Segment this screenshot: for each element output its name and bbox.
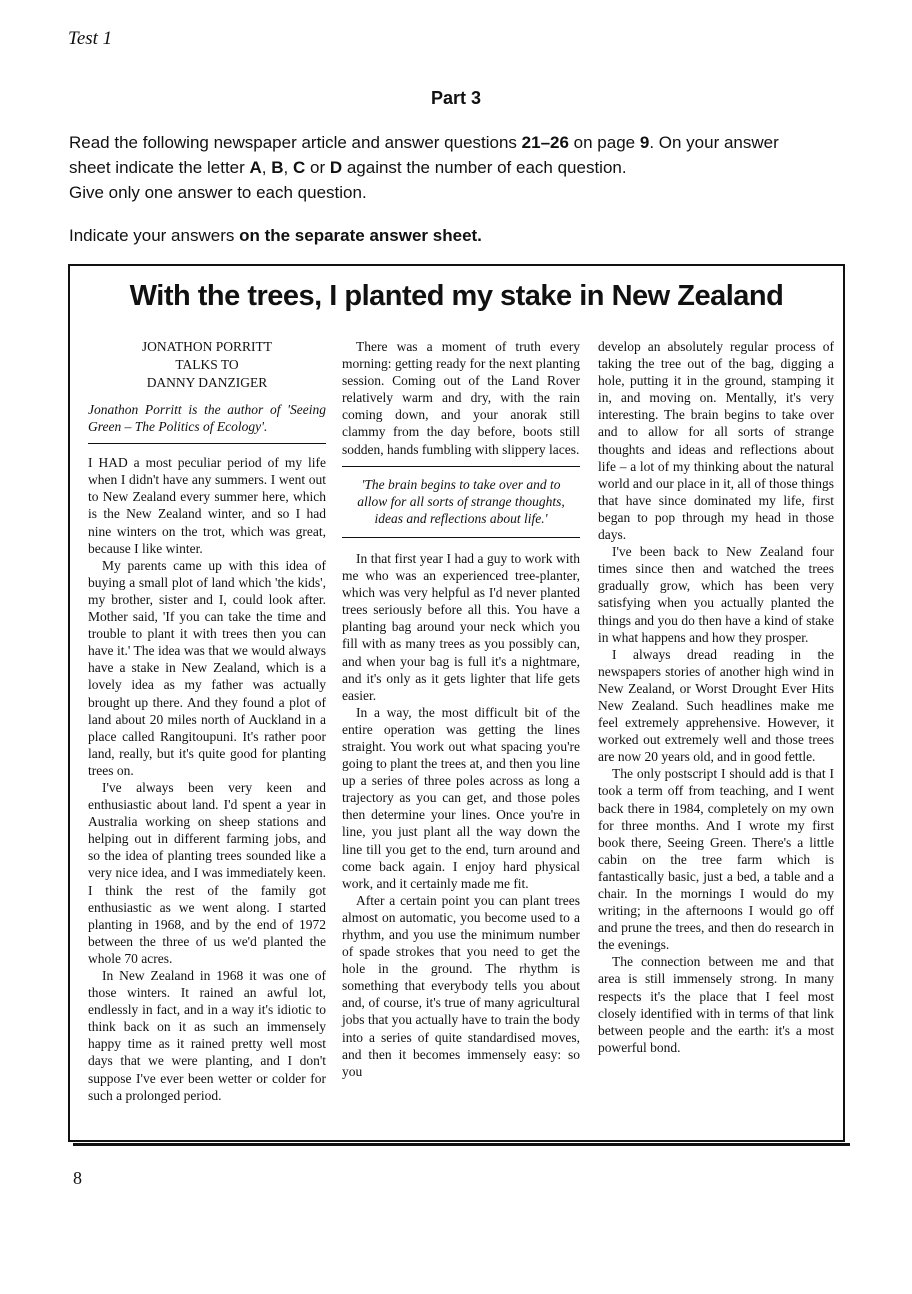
paragraph: I've been back to New Zealand four times since then and watched the trees gradually grow, which has been very satisfying when you actually planted the things and you do then have a kind of stake in what happens and how they prosper.: [598, 544, 834, 645]
paragraph: I HAD a most peculiar period of my life when I didn't have any summers. I went out to New Zealand every summer here, which is the New Zealand winter, and so I had nine winters on the trot, which was great, because I like winter.: [88, 455, 326, 556]
option-letter-d: D: [329, 158, 343, 177]
article-bottom-rule: [73, 1143, 850, 1146]
paragraph: There was a moment of truth every morning: getting ready for the next planting session. Coming out of the Land Rover relatively warm and dry, with the rain coming down, and your anorak still clammy from the day before, boots still sodden, hands fumbling with slippery laces.: [342, 339, 580, 457]
option-letter-b: B: [271, 158, 284, 177]
byline: [88, 338, 326, 392]
option-letter-c: C: [292, 158, 306, 177]
byline-interviewer: DANNY DANZIGER: [146, 375, 268, 390]
paragraph: I always dread reading in the newspapers stories of another high wind in New Zealand, or Worst Drought Ever Hits New Zealand. Such headlines make me feel extremely apprehensive. However, it worked out extremely well and those trees are now 20 years old, and in good fettle.: [598, 646, 834, 765]
separator: or: [305, 158, 330, 177]
part-heading: Part 3: [430, 88, 482, 108]
test-label: Test 1: [68, 28, 113, 49]
paragraph: My parents came up with this idea of buying a small plot of land which 'the kids', my brother, sister and I, could look after. Mother said, 'If you can take the time and trouble to plant it with trees then you can have it.' The idea was that we would always have a stake in New Zealand, which is a lovely idea as my father was actually brought up there. And they found a plot of land about 20 miles north of Auckland in a place called Rangitoupuni. It's rather poor land, really, but it's quite good for planting trees on.: [88, 557, 326, 778]
note-text: Indicate your answers: [69, 226, 240, 245]
paragraph: The connection between me and that area is still immensely strong. In many respects it's the place that I feel most closely identified with in terms of that link between people and the earth: it's a most powerful bond.: [598, 954, 834, 1055]
instruction-line-2: [69, 155, 859, 180]
separator: ,: [261, 158, 272, 177]
instruction-text: against the number of each question.: [342, 158, 627, 177]
article-column-2: [342, 338, 580, 1080]
instruction-line-3: Give only one answer to each question.: [69, 183, 367, 202]
paragraph: In that first year I had a guy to work with me who was an experienced tree-planter, which was very helpful as I'd never planted trees seriously before all this. You have a planting bag around your neck which you fill with as many trees as you possibly can, and when your bag is full it's a nightmare, and it's only as it gets lighter that life gets easier.: [342, 550, 580, 703]
article-column-1: [88, 338, 326, 1104]
paragraph: In a way, the most difficult bit of the entire operation was getting the lines straight. You work out what spacing you're going to plant the trees at, and then you line up a series of three poles across as long a trajectory as you can get, and those poles then determine your lines. Once you're in line, you just plant all the way down the line till you get to the end, turn around and come back again. I enjoy hard physical work, and it certainly made me fit.: [342, 704, 580, 891]
page-reference: 9: [639, 133, 650, 152]
instruction-line-1: [69, 130, 859, 155]
question-range: 21–26: [521, 133, 569, 152]
article-title: With the trees, I planted my stake in New Zealand: [129, 280, 784, 312]
paragraph: I've always been very keen and enthusiastic about land. I'd spent a year in Australia working on sheep stations and helping out in different farming jobs, and so the idea of planting trees sounded like a very nice idea, and I was immediately keen. I think the rest of the family got enthusiastic as we went along. I started planting in 1968, and by the end of 1972 between the three of us we'd planted the whole 70 acres.: [88, 779, 326, 966]
article-column-3: [598, 338, 834, 1056]
author-note: Jonathon Porritt is the author of 'Seeing Green – The Politics of Ecology'.: [88, 401, 326, 444]
instructions: [69, 130, 859, 205]
page-number: 8: [73, 1168, 82, 1188]
separator: ,: [283, 158, 293, 177]
paragraph: The only postscript I should add is that I took a term off from teaching, and I went back there in 1984, completely on my own for three months. And I wrote my first book there, Seeing Green. There's a little cabin on the tree farm which is fantastically basic, just a bed, a table and a chair. In the mornings I would do my writing; in the afternoons I would go off and prune the trees, and then do research in the evenings.: [598, 766, 834, 953]
instruction-text: sheet indicate the letter: [69, 158, 250, 177]
instruction-text: . On your answer: [649, 133, 779, 152]
option-letter-a: A: [249, 158, 262, 177]
byline-author: JONATHON PORRITT: [141, 339, 273, 354]
instruction-text: Read the following newspaper article and answer questions: [69, 133, 522, 152]
note-emphasis: on the separate answer sheet.: [239, 226, 482, 245]
paragraph: In New Zealand in 1968 it was one of those winters. It rained an awful lot, endlessly in fact, and in a way it's idiotic to think back on it as such an immensely happy time as it rained pretty well most days that we were planting, and I don't suppose I've ever been wetter or colder for such a prolonged period.: [88, 968, 326, 1103]
pull-quote: 'The brain begins to take over and to allow for all sorts of strange thoughts, ideas and reflections about life.': [342, 466, 580, 538]
instruction-text: on page: [568, 133, 640, 152]
byline-talks-to: TALKS TO: [175, 357, 239, 372]
article-box: [68, 264, 845, 1142]
paragraph: develop an absolutely regular process of taking the tree out of the bag, digging a hole, putting it in the ground, stamping it in, and moving on. Mentally, it's very interesting. The brain begins to take over and to allow for all sorts of strange thoughts and ideas and reflections about life – a lot of my thinking about the natural world and our place in it, all of those things that have since dominated my life, first began to pop through my head in those days.: [598, 339, 834, 543]
paragraph: After a certain point you can plant trees almost on automatic, you become used to a rhythm, and you use the minimum number of spade strokes that you need to get the hole in the ground. The rhythm is something that everybody tells you about and, of course, it's true of many agricultural jobs that you actually have to train the body into a series of quite standardised moves, and then it becomes immensely easy: so you: [342, 892, 580, 1079]
answer-sheet-note: [69, 226, 859, 246]
